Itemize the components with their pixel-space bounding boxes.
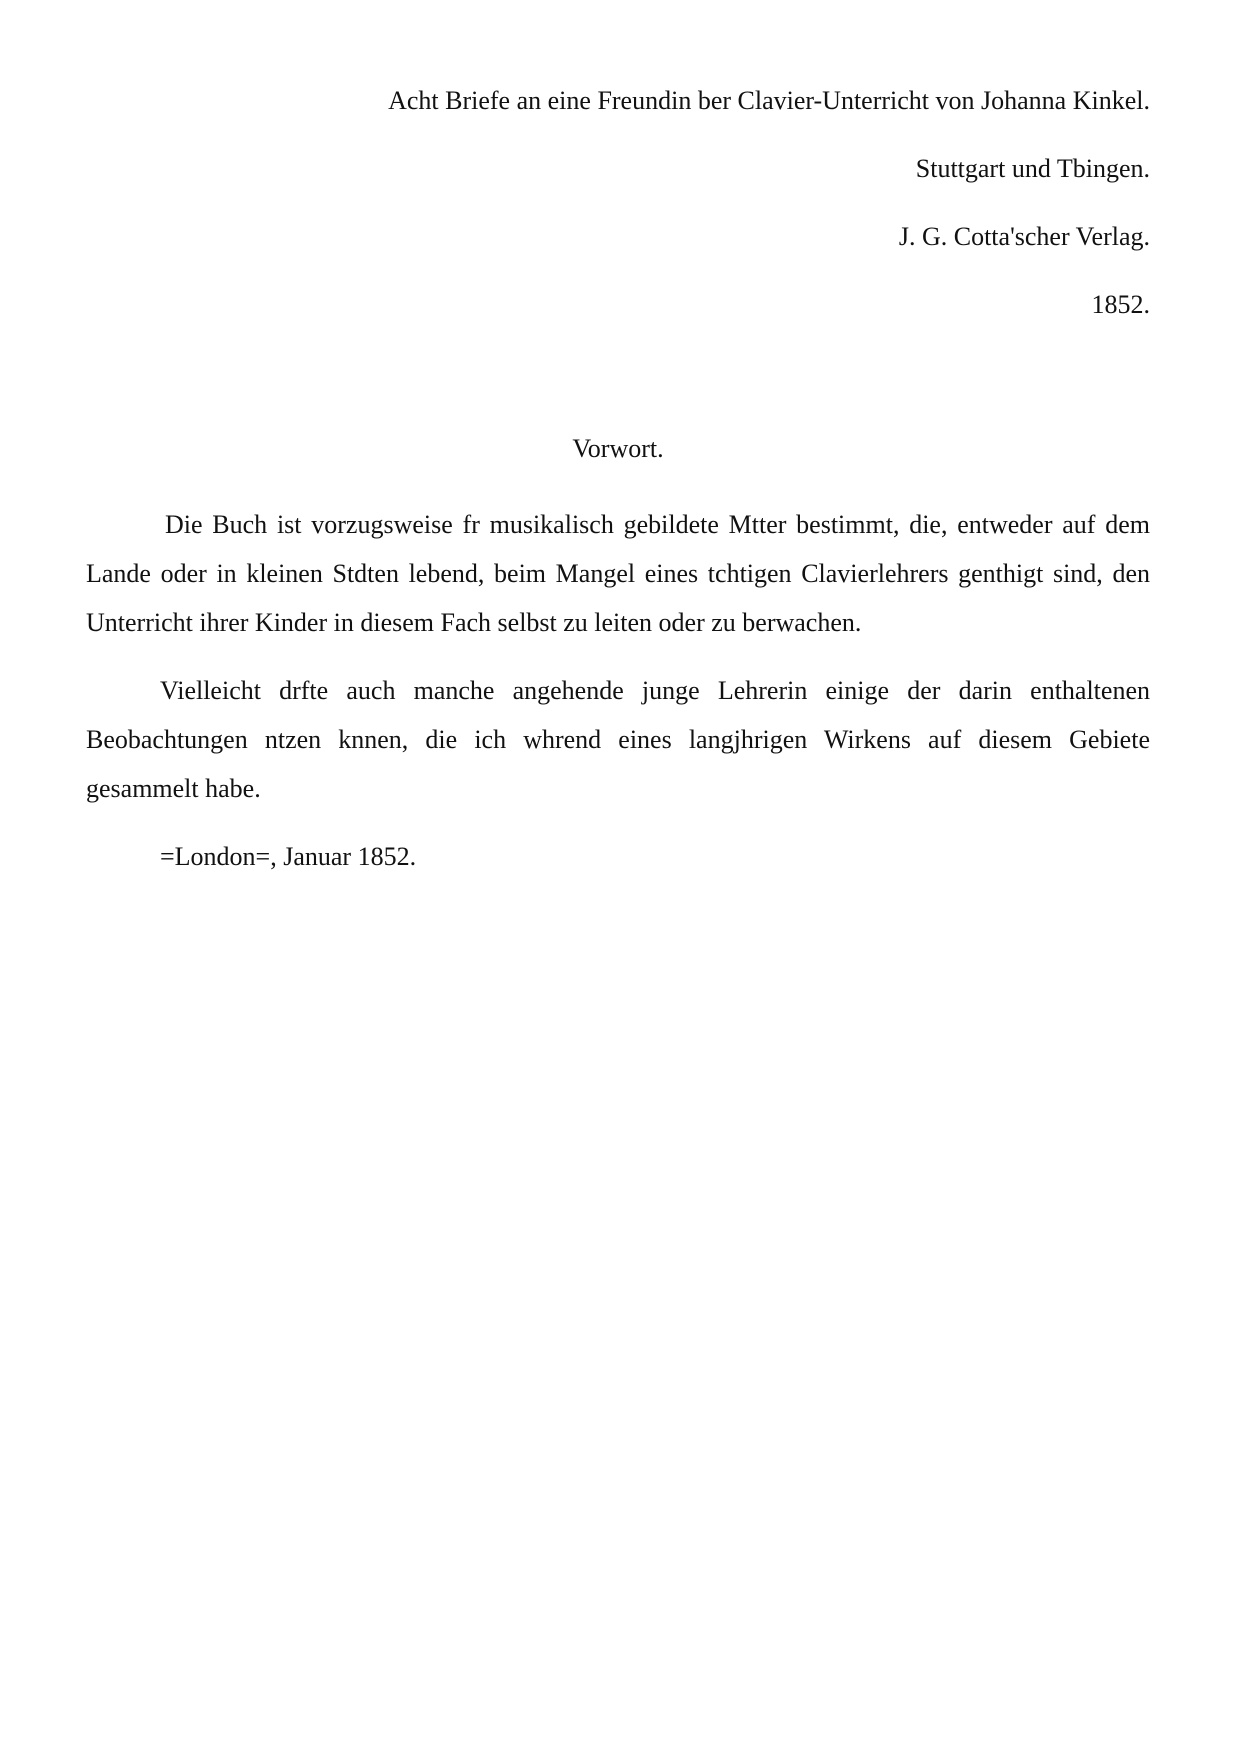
publication-place: Stuttgart und Tbingen. (915, 154, 1150, 183)
preface-heading: Vorwort. (572, 434, 664, 463)
publication-year: 1852. (1091, 290, 1150, 319)
preface-signoff: =London=, Januar 1852. (160, 842, 417, 871)
publisher: J. G. Cotta'scher Verlag. (898, 222, 1150, 251)
title-block (86, 84, 1150, 356)
preface-paragraph-1: Die Buch ist vorzugsweise fr musikalisch gebildete Mtter bestimmt, die, entweder auf dem Lande oder in kleinen Stdten lebend, beim Mangel eines tchtigen Clavierlehrers genthigt sind, den Unterricht ihrer Kinder in diesem Fach selbst zu leiten oder zu berwachen. (86, 510, 1150, 637)
preface-body (86, 500, 1150, 900)
book-title: Acht Briefe an eine Freundin ber Clavier-Unterricht von Johanna Kinkel. (388, 86, 1150, 115)
preface-paragraph-2: Vielleicht drfte auch manche angehende junge Lehrerin einige der darin enthaltenen Beobachtungen ntzen knnen, die ich whrend eines langjhrigen Wirkens auf diesem Gebiete gesammelt habe. (86, 676, 1150, 803)
